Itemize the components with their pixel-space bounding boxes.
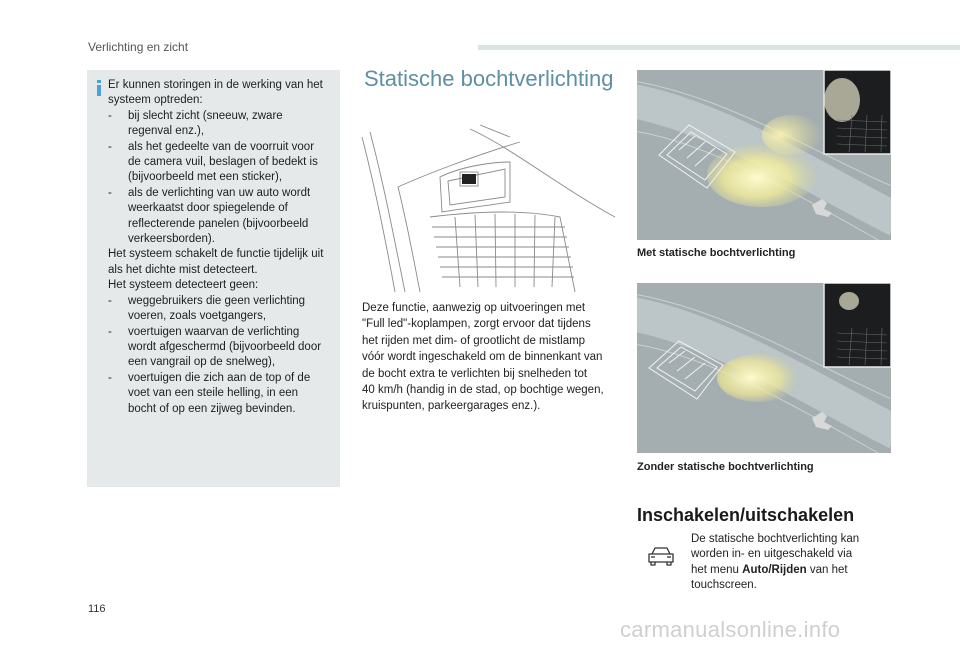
list-item-line: reflecterende panelen (bijvoorbeeld bbox=[128, 217, 309, 230]
list-item-line: wordt afgeschermd (bijvoorbeeld door bbox=[128, 340, 322, 353]
body-line: 40 km/h (handig in de stad, op bochtige wegen, bbox=[362, 384, 604, 397]
caption-without: Zonder statische bochtverlichting bbox=[637, 461, 814, 473]
activation-line: worden in- en uitgeschakeld via bbox=[691, 548, 853, 561]
list-item-line: de camera vuil, beslagen of bedekt is bbox=[128, 156, 318, 169]
headlamp-line-drawing bbox=[360, 117, 622, 295]
info-intro-line: Er kunnen storingen in de werking van het bbox=[108, 79, 323, 91]
list-item-line: voertuigen die zich aan de top of de bbox=[128, 371, 311, 384]
list-item-line: bocht of op een zijweg bevinden. bbox=[128, 402, 296, 415]
list-item-line: een vangrail op de snelweg), bbox=[128, 356, 276, 369]
info-middle-line: als het dichte mist detecteert. bbox=[108, 263, 258, 276]
watermark: carmanualsonline.info bbox=[620, 617, 841, 642]
body-line: vóór wordt ingeschakeld om de binnenkant van bbox=[362, 351, 603, 364]
body-line: Deze functie, aanwezig op uitvoeringen met bbox=[362, 302, 586, 314]
body-line: kruispunten, parkeergarages enz.). bbox=[362, 400, 541, 413]
list-dash: - bbox=[108, 371, 112, 384]
section-body bbox=[362, 300, 624, 415]
info-icon bbox=[95, 80, 103, 96]
menu-name: Auto/Rijden bbox=[742, 563, 807, 576]
list-item-line: voertuigen waarvan de verlichting bbox=[128, 325, 300, 338]
info-list-item bbox=[108, 294, 336, 325]
activation-line: De statische bochtverlichting kan bbox=[691, 533, 860, 545]
body-line: "Full led"-koplampen, zorgt ervoor dat tijdens bbox=[362, 318, 591, 331]
info-middle-line: Het systeem detecteert geen: bbox=[108, 279, 259, 292]
page-number: 116 bbox=[88, 603, 106, 615]
body-line: het rijden met dim- of grootlicht de mistlamp bbox=[362, 334, 586, 347]
info-list-item bbox=[108, 109, 336, 140]
list-item-line: verkeersborden). bbox=[128, 233, 215, 246]
info-list-item bbox=[108, 325, 336, 371]
info-text bbox=[108, 78, 336, 417]
activation-title: Inschakelen/uitschakelen bbox=[637, 505, 855, 525]
header-bar bbox=[478, 45, 960, 50]
info-list-item bbox=[108, 140, 336, 186]
illustration-without-cornering-light bbox=[637, 283, 891, 453]
list-dash: - bbox=[108, 325, 112, 338]
activation-text bbox=[691, 532, 881, 594]
activation-line bbox=[691, 563, 881, 578]
list-item-line: voet van een steile helling, in een bbox=[128, 387, 299, 400]
list-item-line: regenval enz.), bbox=[128, 125, 205, 138]
body-line: de bocht extra te verlichten bij snelheden tot bbox=[362, 367, 588, 380]
list-item-line: bij slecht zicht (sneeuw, zware bbox=[128, 109, 283, 122]
menu-suffix: van het bbox=[806, 563, 848, 576]
caption-with: Met statische bochtverlichting bbox=[637, 247, 796, 259]
list-item-line: weggebruikers die geen verlichting bbox=[128, 294, 306, 307]
info-list-item bbox=[108, 371, 336, 417]
info-middle-line: Het systeem schakelt de functie tijdelijk uit bbox=[108, 248, 324, 261]
activation-line: touchscreen. bbox=[691, 579, 757, 592]
list-dash: - bbox=[108, 294, 112, 307]
list-item-line: (bijvoorbeeld met een sticker), bbox=[128, 171, 283, 184]
page-header-title: Verlichting en zicht bbox=[88, 40, 189, 54]
list-dash: - bbox=[108, 140, 112, 153]
info-list-item bbox=[108, 186, 336, 248]
info-intro-line: systeem optreden: bbox=[108, 94, 203, 107]
list-dash: - bbox=[108, 186, 112, 199]
list-dash: - bbox=[108, 109, 112, 122]
list-item-line: weerkaatst door spiegelende of bbox=[128, 202, 288, 215]
section-title: Statische bochtverlichting bbox=[364, 66, 614, 91]
list-item-line: voeren, zoals voetgangers, bbox=[128, 310, 267, 323]
illustration-with-cornering-light bbox=[637, 70, 891, 240]
car-icon bbox=[646, 545, 676, 567]
list-item-line: als het gedeelte van de voorruit voor bbox=[128, 140, 315, 153]
menu-prefix: het menu bbox=[691, 563, 743, 576]
list-item-line: als de verlichting van uw auto wordt bbox=[128, 186, 311, 199]
